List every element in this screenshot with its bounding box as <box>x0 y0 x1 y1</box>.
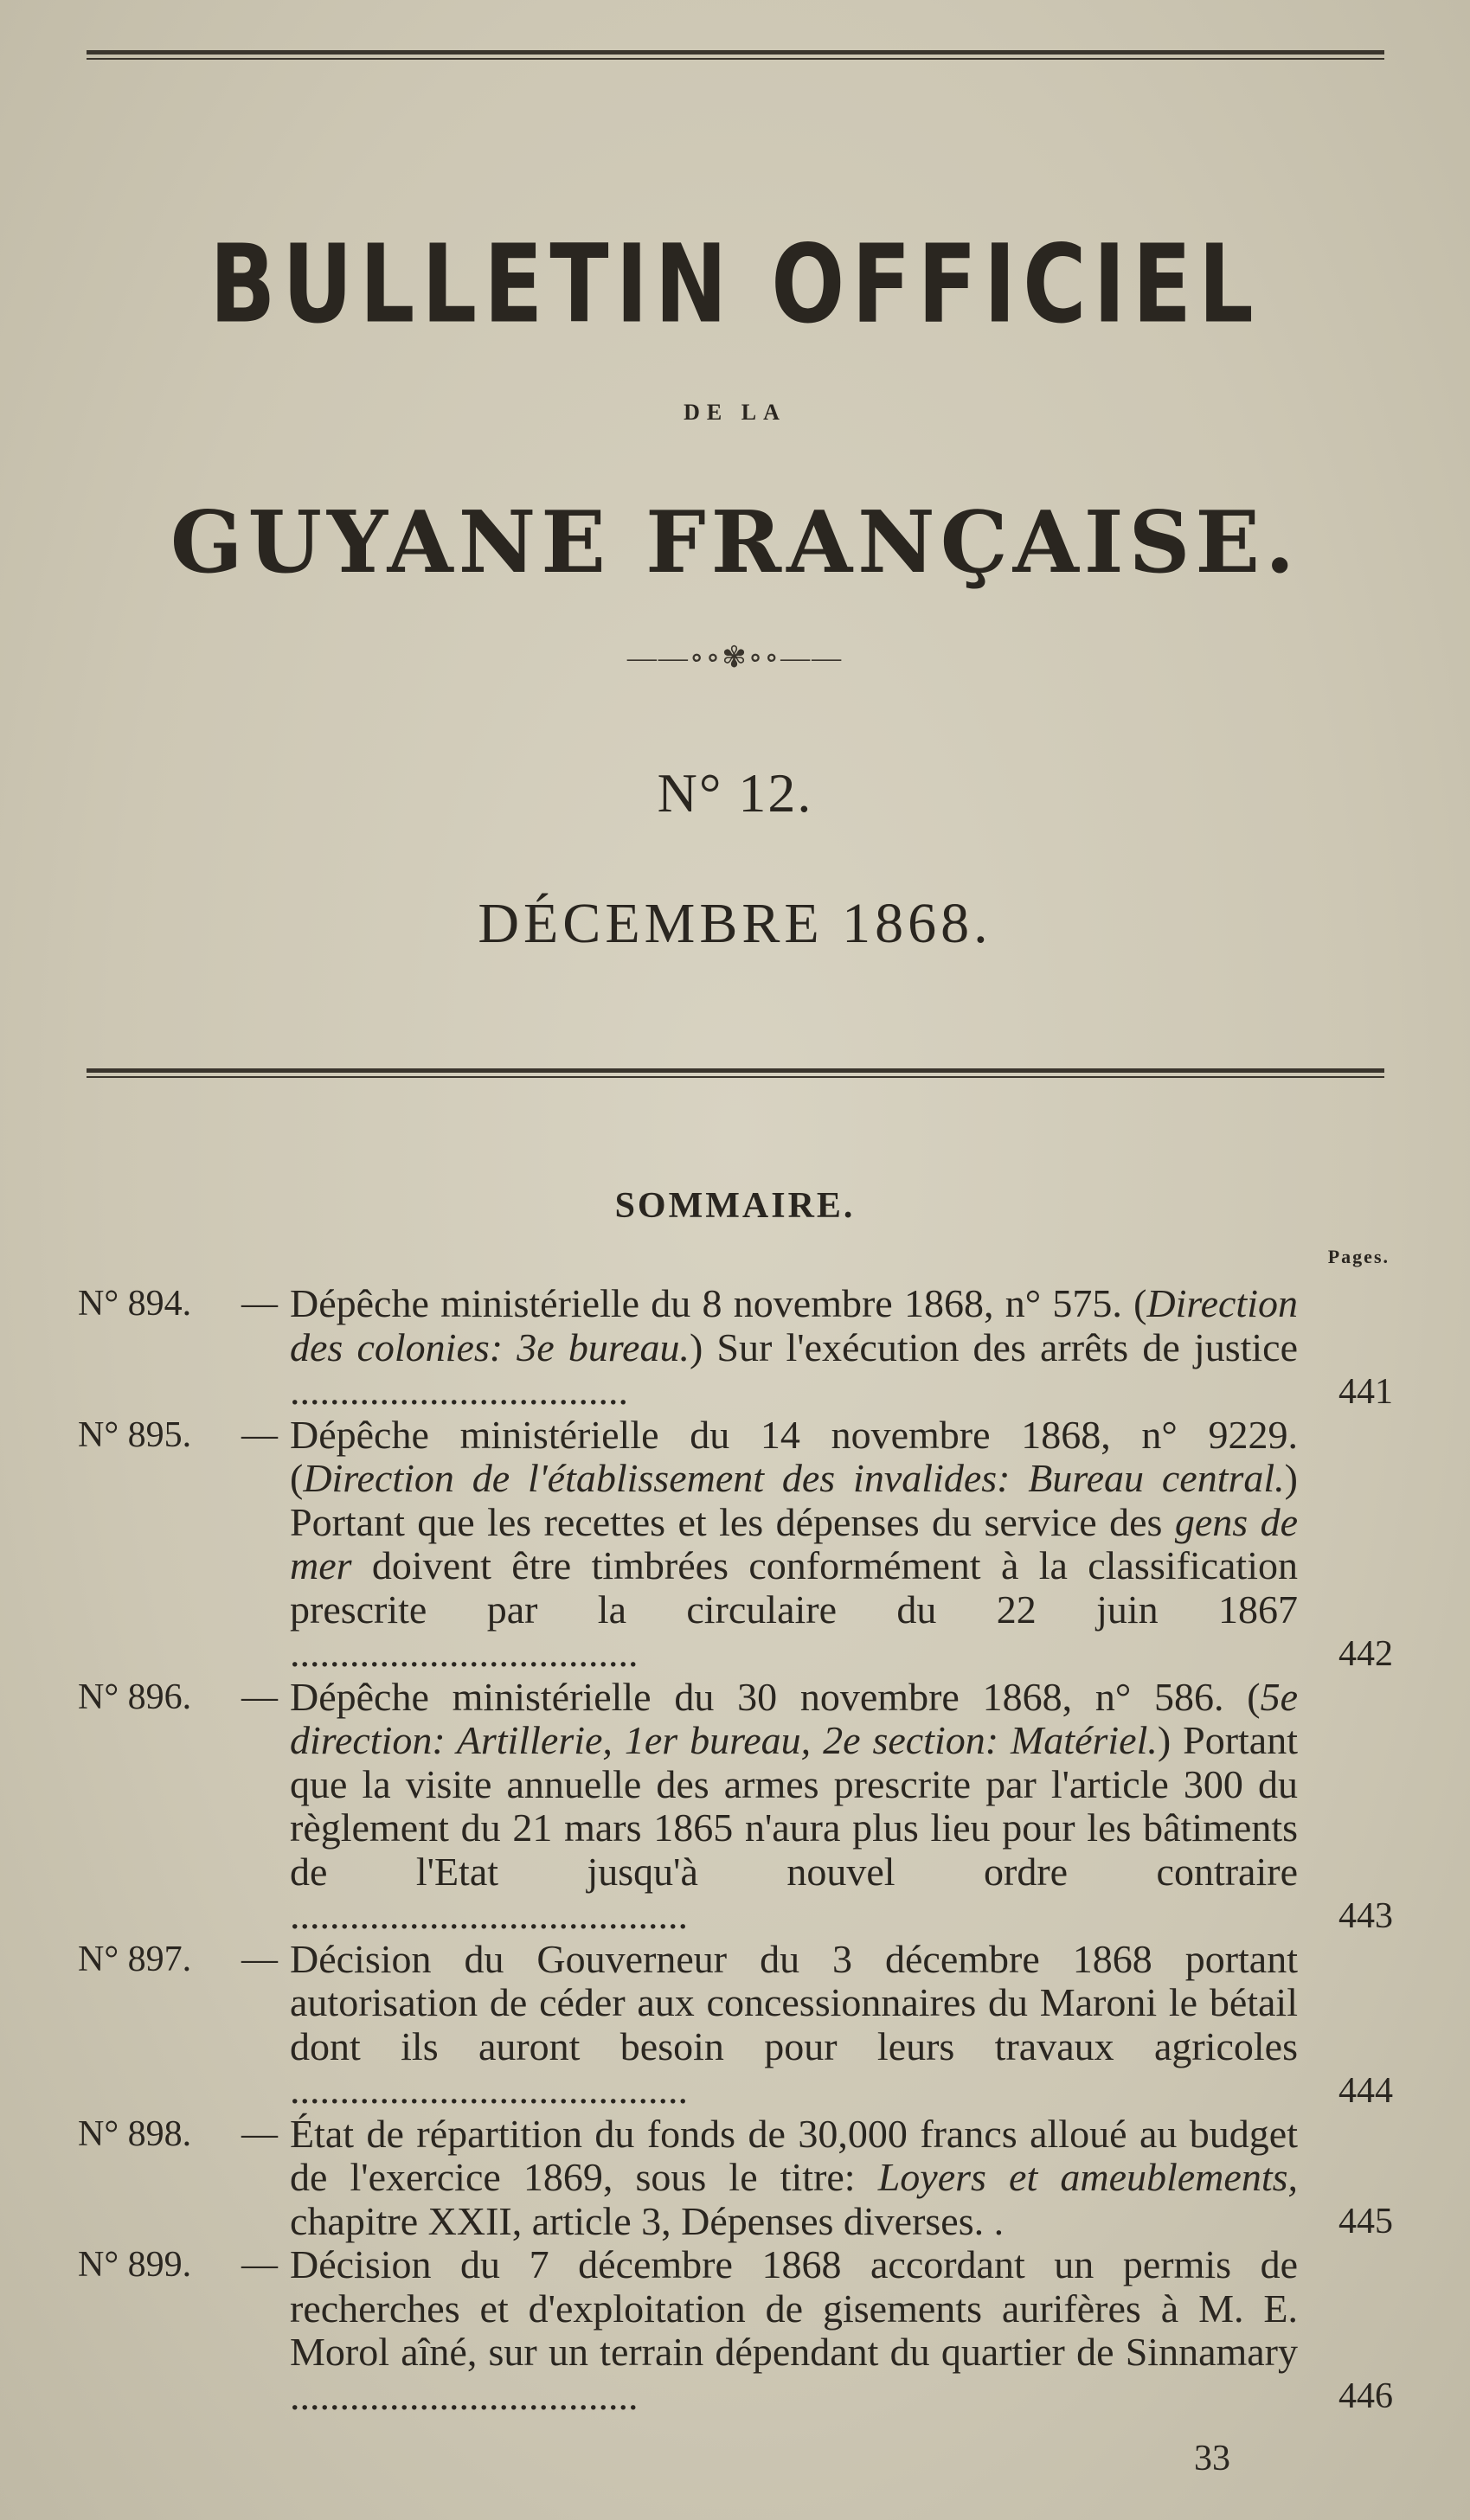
entry-number: N° 899. <box>78 2245 192 2285</box>
entry-text: Dépêche ministérielle du 30 novembre 1868, n° 586. (5e direction: Artillerie, 1er bureau, 2e section: Matériel.) Portant que la visite annuelle des armes prescrite par l'article 300 du règlement du 21 mars 1865 n'aura plus lieu pour les bâtiments de l'Etat jusqu'à nouvel ordre contraire ........................................ <box>290 1674 1298 1937</box>
entry-dash: — <box>241 1677 278 1717</box>
entry-page: 444 <box>1338 2070 1393 2111</box>
entry-text: Décision du Gouverneur du 3 décembre 1868 portant autorisation de céder aux concessionnaires du Maroni le bétail dont ils auront besoin pour leurs travaux agricoles ........................................ <box>290 1936 1298 2112</box>
colony-title: GUYANE FRANÇAISE. <box>170 493 1300 593</box>
entry-dash: — <box>241 1284 278 1324</box>
entry-page: 445 <box>1338 2202 1393 2241</box>
entry-text: Dépêche ministérielle du 8 novembre 1868, n° 575. (Direction des colonies: 3e bureau.) Sur l'exécution des arrêts de justice .................................. <box>290 1281 1298 1413</box>
page-folio: 33 <box>1194 2439 1230 2478</box>
entry-number: N° 895. <box>78 1414 192 1455</box>
summary-entries <box>78 1282 1393 2418</box>
middle-double-rule <box>87 1068 1384 1078</box>
summary-entry <box>78 2113 1393 2244</box>
entry-dash: — <box>241 2113 278 2154</box>
entry-number: N° 894. <box>78 1284 192 1324</box>
issue-date: DÉCEMBRE 1868. <box>478 892 992 955</box>
entry-number: N° 897. <box>78 1939 192 1979</box>
entry-number: N° 898. <box>78 2113 192 2154</box>
entry-page: 446 <box>1338 2376 1393 2416</box>
summary-entry <box>78 1282 1393 1414</box>
entry-dash: — <box>241 1939 278 1979</box>
entry-text: Décision du 7 décembre 1868 accordant un permis de recherches et d'exploitation de gisements aurifères à M. E. Morol aîné, sur un terrain dépendant du quartier de Sinnamary ................................... <box>290 2242 1298 2418</box>
bulletin-title: BULLETIN OFFICIEL <box>209 221 1261 348</box>
entry-dash: — <box>241 1414 278 1455</box>
issue-number: N° 12. <box>657 762 813 824</box>
entry-page: 441 <box>1338 1371 1393 1412</box>
pages-column-label: Pages. <box>1327 1246 1390 1267</box>
summary-entry <box>78 1938 1393 2113</box>
entry-dash: — <box>241 2245 278 2285</box>
summary-heading: SOMMAIRE. <box>614 1186 856 1226</box>
entry-page: 442 <box>1338 1633 1393 1674</box>
summary-entry <box>78 2243 1393 2418</box>
summary-entry <box>78 1414 1393 1676</box>
entry-text: Dépêche ministérielle du 14 novembre 1868, n° 9229. (Direction de l'établissement des invalides: Bureau central.) Portant que les recettes et les dépenses du service des gens de mer doivent être timbrées conformément à la classification prescrite par la circulaire du 22 juin 1867 ................................... <box>290 1412 1298 1675</box>
top-double-rule <box>87 50 1384 60</box>
entry-number: N° 896. <box>78 1677 192 1717</box>
entry-page: 443 <box>1338 1895 1393 1936</box>
summary-entry <box>78 1676 1393 1938</box>
title-ornament: ——∘∘✾∘∘—— <box>626 642 844 674</box>
entry-text: État de répartition du fonds de 30,000 francs alloué au budget de l'exercice 1869, sous le titre: Loyers et ameublements, chapitre XXII, article 3, Dépenses diverses. . <box>290 2111 1298 2243</box>
title-connector: DE LA <box>684 400 786 425</box>
